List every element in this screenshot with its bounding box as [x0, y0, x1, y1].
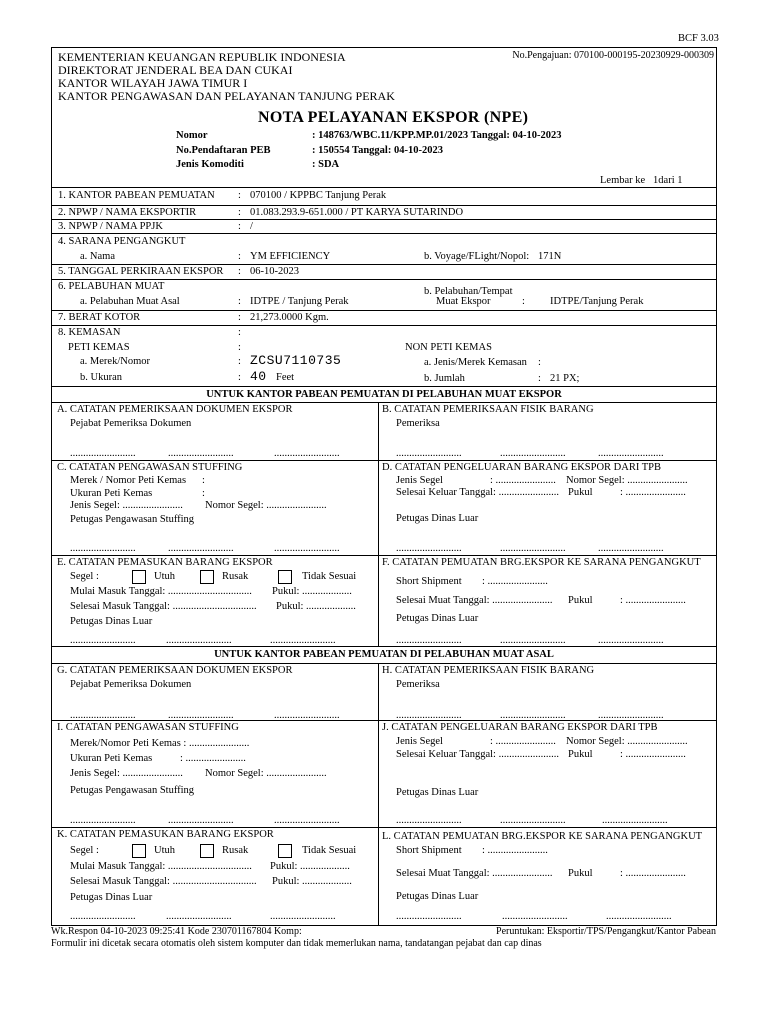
npwp-label: 2. NPWP / NAMA EKSPORTIR — [58, 207, 197, 218]
signature-line: ......................... — [500, 543, 566, 554]
ukuran-unit: Feet — [276, 372, 295, 383]
g-pejabat-pemeriksa-dokumen: Pejabat Pemeriksa Dokumen — [70, 679, 192, 690]
ukuran-peti-label: Ukuran Peti Kemas — [70, 488, 153, 499]
colon: : — [238, 296, 241, 307]
peti-kemas-label: PETI KEMAS — [68, 342, 130, 353]
signature-line: ......................... — [166, 635, 232, 646]
l-short-shipment-value: : ....................... — [482, 845, 548, 856]
signature-line: ......................... — [396, 448, 462, 459]
kantor-label: 1. KANTOR PABEAN PEMUATAN — [58, 190, 215, 201]
komoditi-label: Jenis Komoditi — [176, 159, 244, 170]
form-code: BCF 3.03 — [678, 33, 719, 44]
selesai-keluar-label: Selesai Keluar Tanggal: ....................... — [396, 487, 559, 498]
tanggal-label: 5. TANGGAL PERKIRAAN EKSPOR — [58, 266, 224, 277]
box-k-title: K. CATATAN PEMASUKAN BARANG EKSPOR — [57, 829, 274, 840]
signature-line: ......................... — [274, 710, 340, 721]
i-ukuran-value: : ....................... — [180, 753, 246, 764]
signature-line: ......................... — [70, 911, 136, 922]
peb-value: : 150554 Tanggal: 04-10-2023 — [312, 145, 443, 156]
i-merek-label: Merek/Nomor Peti Kemas : ....................... — [70, 738, 250, 749]
l-short-shipment: Short Shipment — [396, 845, 462, 856]
box-l-title: L. CATATAN PEMUATAN BRG.EKSPOR KE SARANA PENGANGKUT — [382, 831, 703, 842]
colon: : — [202, 488, 205, 499]
tidak-sesuai-label: Tidak Sesuai — [302, 571, 357, 582]
rusak-checkbox[interactable] — [200, 570, 214, 584]
signature-line: ......................... — [166, 911, 232, 922]
signature-line: ......................... — [168, 710, 234, 721]
nomor-segel-label: Nomor Segel: ....................... — [205, 500, 327, 511]
signature-line: ......................... — [168, 543, 234, 554]
colon: : — [202, 475, 205, 486]
nomor-label: Nomor — [176, 130, 208, 141]
j-pukul-label: Pukul — [568, 749, 593, 760]
header-regional-office: KANTOR WILAYAH JAWA TIMUR I — [58, 76, 248, 90]
j-jenis-segel-label: Jenis Segel — [396, 736, 443, 747]
box-d-title: D. CATATAN PENGELUARAN BARANG EKSPOR DARI TPB — [382, 462, 662, 473]
kemasan-label: 8. KEMASAN — [58, 327, 121, 338]
komoditi-value: : SDA — [312, 159, 340, 170]
k-utuh-checkbox[interactable] — [132, 844, 146, 858]
signature-line: ......................... — [598, 543, 664, 554]
nama-value: YM EFFICIENCY — [250, 251, 331, 262]
segel-label: Segel : — [70, 571, 99, 582]
jumlah-value: 21 PX; — [550, 373, 580, 384]
berat-value: 21,273.0000 Kgm. — [250, 312, 329, 323]
colon: : — [238, 356, 241, 367]
page-title: NOTA PELAYANAN EKSPOR (NPE) — [258, 109, 529, 126]
signature-line: ......................... — [606, 911, 672, 922]
section-muat-ekspor-title: UNTUK KANTOR PABEAN PEMUATAN DI PELABUHAN MUAT EKSPOR — [206, 389, 562, 400]
pemeriksa-label: Pemeriksa — [396, 418, 440, 429]
box-j-title: J. CATATAN PENGELUARAN BARANG EKSPOR DARI TPB — [382, 722, 658, 733]
footer-note: Formulir ini dicetak secara otomatis oleh sistem komputer dan tidak memerlukan nama, tandatangan pejabat dan cap dinas — [51, 938, 542, 949]
short-shipment-value: : ....................... — [482, 576, 548, 587]
tidak-sesuai-checkbox[interactable] — [278, 570, 292, 584]
pejabat-pemeriksa-dokumen: Pejabat Pemeriksa Dokumen — [70, 418, 192, 429]
ppjk-label: 3. NPWP / NAMA PPJK — [58, 221, 163, 232]
box-i-title: I. CATATAN PENGAWASAN STUFFING — [57, 722, 239, 733]
j-jenis-segel-value: : ....................... — [490, 736, 556, 747]
f-petugas-dinas-luar: Petugas Dinas Luar — [396, 613, 479, 624]
i-petugas-stuffing: Petugas Pengawasan Stuffing — [70, 785, 195, 796]
merek-label: a. Merek/Nomor — [80, 356, 150, 367]
selesai-masuk-label: Selesai Masuk Tanggal: ................................ — [70, 601, 257, 612]
l-pukul-value: : ....................... — [620, 868, 686, 879]
ukuran-label: b. Ukuran — [80, 372, 122, 383]
signature-line: ......................... — [502, 911, 568, 922]
signature-line: ......................... — [396, 710, 462, 721]
box-e-title: E. CATATAN PEMASUKAN BARANG EKSPOR — [57, 557, 273, 568]
j-nomor-segel: Nomor Segel: ....................... — [566, 736, 688, 747]
pel-asal-label: a. Pelabuhan Muat Asal — [80, 296, 180, 307]
box-b-title: B. CATATAN PEMERIKSAAN FISIK BARANG — [382, 404, 594, 415]
signature-line: ......................... — [396, 911, 462, 922]
d-nomor-segel: Nomor Segel: ....................... — [566, 475, 688, 486]
colon: : — [238, 266, 241, 277]
merek-nomor-peti-label: Merek / Nomor Peti Kemas — [70, 475, 187, 486]
signature-line: ......................... — [598, 448, 664, 459]
peruntukan: Peruntukan: Eksportir/TPS/Pengangkut/Kantor Pabean — [496, 926, 716, 937]
petugas-dinas-luar-label: Petugas Dinas Luar — [396, 513, 479, 524]
colon: : — [238, 221, 241, 232]
i-ukuran-label: Ukuran Peti Kemas — [70, 753, 153, 764]
j-petugas-dinas-luar: Petugas Dinas Luar — [396, 787, 479, 798]
signature-line: ......................... — [70, 543, 136, 554]
signature-line: ......................... — [396, 815, 462, 826]
l-petugas-dinas-luar: Petugas Dinas Luar — [396, 891, 479, 902]
box-c-title: C. CATATAN PENGAWASAN STUFFING — [57, 462, 243, 473]
no-pengajuan: No.Pengajuan: 070100-000195-20230929-000309 — [512, 50, 714, 61]
signature-line: ......................... — [168, 815, 234, 826]
nama-label: a. Nama — [80, 251, 115, 262]
signature-line: ......................... — [602, 815, 668, 826]
box-h-title: H. CATATAN PEMERIKSAAN FISIK BARANG — [382, 665, 595, 676]
signature-line: ......................... — [70, 635, 136, 646]
signature-line: ......................... — [500, 448, 566, 459]
selesai-muat-label: Selesai Muat Tanggal: ....................... — [396, 595, 553, 606]
colon: : — [238, 342, 241, 353]
pelabuhan-label: 6. PELABUHAN MUAT — [58, 281, 165, 292]
jenis-merek-label: a. Jenis/Merek Kemasan — [424, 357, 527, 368]
mulai-masuk-label: Mulai Masuk Tanggal: ................................ — [70, 586, 252, 597]
signature-line: ......................... — [270, 635, 336, 646]
colon: : — [238, 312, 241, 323]
signature-line: ......................... — [598, 635, 664, 646]
jenis-segel-label: Jenis Segel: ....................... — [70, 500, 183, 511]
utuh-checkbox[interactable] — [132, 570, 146, 584]
rusak-label: Rusak — [222, 571, 249, 582]
k-petugas-dinas-luar: Petugas Dinas Luar — [70, 892, 153, 903]
k-selesai-masuk: Selesai Masuk Tanggal: ................................ — [70, 876, 257, 887]
k-segel-label: Segel : — [70, 845, 99, 856]
box-g-title: G. CATATAN PEMERIKSAAN DOKUMEN EKSPOR — [57, 665, 293, 676]
colon: : — [538, 357, 541, 368]
kantor-value: 070100 / KPPBC Tanjung Perak — [250, 190, 387, 201]
l-selesai-muat: Selesai Muat Tanggal: ....................... — [396, 868, 553, 879]
merek-value: ZCSU7110735 — [250, 353, 342, 368]
f-pukul-label: Pukul — [568, 595, 593, 606]
pel-tempat-value: IDTPE/Tanjung Perak — [550, 296, 644, 307]
voyage-label: b. Voyage/FLight/Nopol: — [424, 251, 530, 262]
k-utuh-label: Utuh — [154, 845, 175, 856]
k-mulai-masuk: Mulai Masuk Tanggal: ................................ — [70, 861, 252, 872]
colon: : — [522, 296, 525, 307]
wk-respon: Wk.Respon 04-10-2023 09:25:41 Kode 230701167804 Komp: — [51, 926, 302, 937]
colon: : — [538, 373, 541, 384]
signature-line: ......................... — [274, 815, 340, 826]
signature-line: ......................... — [396, 635, 462, 646]
header-office: KANTOR PENGAWASAN DAN PELAYANAN TANJUNG PERAK — [58, 89, 395, 103]
voyage-value: 171N — [538, 251, 562, 262]
peb-label: No.Pendaftaran PEB — [176, 145, 271, 156]
k-tidak-sesuai-label: Tidak Sesuai — [302, 845, 357, 856]
non-peti-kemas-label: NON PETI KEMAS — [405, 342, 492, 353]
berat-label: 7. BERAT KOTOR — [58, 312, 141, 323]
k-rusak-checkbox[interactable] — [200, 844, 214, 858]
signature-line: ......................... — [274, 543, 340, 554]
nomor-value: : 148763/WBC.11/KPP.MP.01/2023 Tanggal: 04-10-2023 — [312, 130, 562, 141]
signature-line: ......................... — [168, 448, 234, 459]
pel-tempat-label2: Muat Ekspor — [436, 296, 491, 307]
header-ministry: KEMENTERIAN KEUANGAN REPUBLIK INDONESIA — [58, 50, 346, 64]
i-nomor-segel: Nomor Segel: ....................... — [205, 768, 327, 779]
short-shipment-label: Short Shipment — [396, 576, 462, 587]
i-jenis-segel: Jenis Segel: ....................... — [70, 768, 183, 779]
signature-line: ......................... — [500, 635, 566, 646]
signature-line: ......................... — [274, 448, 340, 459]
lembar: Lembar ke 1dari 1 — [600, 175, 683, 186]
signature-line: ......................... — [70, 448, 136, 459]
box-f-title: F. CATATAN PEMUATAN BRG.EKSPOR KE SARANA PENGANGKUT — [382, 557, 701, 568]
k-rusak-label: Rusak — [222, 845, 249, 856]
signature-line: ......................... — [396, 543, 462, 554]
colon: : — [238, 190, 241, 201]
signature-line: ......................... — [270, 911, 336, 922]
signature-line: ......................... — [70, 815, 136, 826]
signature-line: ......................... — [500, 815, 566, 826]
f-pukul-value: : ....................... — [620, 595, 686, 606]
colon: : — [238, 207, 241, 218]
j-selesai-keluar: Selesai Keluar Tanggal: ....................... — [396, 749, 559, 760]
j-pukul-value: : ....................... — [620, 749, 686, 760]
tanggal-value: 06-10-2023 — [250, 266, 299, 277]
k-pukul-selesai: Pukul: ................... — [272, 876, 352, 887]
k-pukul-mulai: Pukul: ................... — [270, 861, 350, 872]
l-pukul-label: Pukul — [568, 868, 593, 879]
jumlah-label: b. Jumlah — [424, 373, 465, 384]
header-directorate: DIREKTORAT JENDERAL BEA DAN CUKAI — [58, 63, 293, 77]
signature-line: ......................... — [598, 710, 664, 721]
colon: : — [238, 251, 241, 262]
pel-asal-value: IDTPE / Tanjung Perak — [250, 296, 349, 307]
signature-line: ......................... — [500, 710, 566, 721]
colon: : — [238, 327, 241, 338]
pel-tempat-label1: b. Pelabuhan/Tempat — [424, 286, 513, 297]
e-petugas-dinas-luar: Petugas Dinas Luar — [70, 616, 153, 627]
k-tidak-sesuai-checkbox[interactable] — [278, 844, 292, 858]
petugas-stuffing-label: Petugas Pengawasan Stuffing — [70, 514, 195, 525]
pukul-label: Pukul — [568, 487, 593, 498]
section-muat-asal-title: UNTUK KANTOR PABEAN PEMUATAN DI PELABUHAN MUAT ASAL — [214, 649, 554, 660]
h-pemeriksa-label: Pemeriksa — [396, 679, 440, 690]
sarana-label: 4. SARANA PENGANGKUT — [58, 236, 186, 247]
pukul-mulai-label: Pukul: ................... — [272, 586, 352, 597]
ppjk-value: / — [250, 221, 253, 232]
d-jenis-segel-label: Jenis Segel — [396, 475, 443, 486]
d-jenis-segel-value: : ....................... — [490, 475, 556, 486]
box-a-title: A. CATATAN PEMERIKSAAN DOKUMEN EKSPOR — [57, 404, 293, 415]
colon: : — [238, 372, 241, 383]
ukuran-value: 40 — [250, 369, 267, 384]
pukul-value: : ....................... — [620, 487, 686, 498]
utuh-label: Utuh — [154, 571, 175, 582]
pukul-selesai-label: Pukul: ................... — [276, 601, 356, 612]
npwp-value: 01.083.293.9-651.000 / PT KARYA SUTARINDO — [250, 207, 464, 218]
signature-line: ......................... — [70, 710, 136, 721]
